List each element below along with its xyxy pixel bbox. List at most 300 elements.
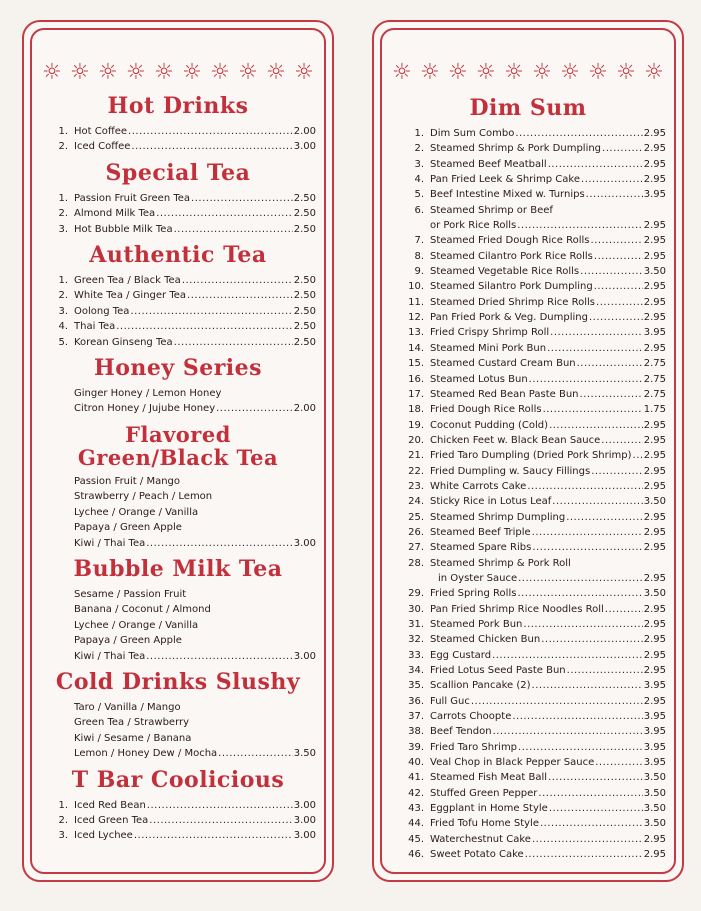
item-name: Citron Honey / Jujube Honey (74, 403, 216, 415)
menu-item (40, 288, 316, 303)
item-price: 3.50 (643, 803, 666, 815)
item-number: 6. (414, 204, 424, 216)
item-name: Pan Fried Pork & Veg. Dumpling (430, 312, 588, 324)
menu-item (390, 341, 666, 356)
item-price: 3.95 (643, 757, 666, 769)
dot-leader (595, 755, 643, 770)
item-number: 23. (408, 480, 424, 492)
item-price: 3.50 (643, 818, 666, 830)
item-price: 2.95 (643, 312, 666, 324)
item-name: Kiwi / Thai Tea (74, 650, 146, 662)
menu-item (390, 786, 666, 801)
item-name: Pan Fried Shrimp Rice Noodles Roll (430, 603, 604, 615)
item-price: 2.95 (643, 158, 666, 170)
dot-leader (128, 124, 293, 139)
item-name: Steamed Shrimp & Pork Roll (430, 557, 571, 569)
menu-item (390, 187, 666, 202)
section-title: Honey Series (93, 355, 263, 382)
item-name: Fried Crispy Shrimp Roll (430, 327, 550, 339)
item-price: 3.00 (293, 799, 316, 811)
item-number: 43. (408, 803, 424, 815)
item-name: Hot Bubble Milk Tea (74, 223, 173, 235)
item-price: 3.50 (643, 266, 666, 278)
item-name: Fried Lotus Seed Paste Bun (430, 665, 566, 677)
dot-leader (131, 139, 292, 154)
item-price: 3.95 (643, 189, 666, 201)
item-name: Steamed Fish Meat Ball (430, 772, 548, 784)
item-name: Steamed Shrimp or Beef (430, 204, 553, 216)
item-name: Steamed Beef Meatball (430, 158, 547, 170)
item-number: 34. (408, 665, 424, 677)
item-price: 2.95 (643, 511, 666, 523)
item-price: 1.75 (643, 404, 666, 416)
menu-item-continued (390, 218, 666, 233)
flavor-line (40, 649, 316, 664)
item-price: 2.95 (643, 450, 666, 462)
section-title: Bubble Milk Tea (73, 555, 283, 582)
item-number: 4. (58, 321, 68, 333)
flavor-line: Green Tea / Strawberry (74, 717, 190, 729)
item-number: 18. (408, 404, 424, 416)
dot-leader (633, 448, 643, 463)
flavor-line: Strawberry / Peach / Lemon (74, 491, 213, 503)
item-number: 3. (58, 223, 68, 235)
item-price: 2.95 (643, 128, 666, 139)
menu-item (390, 295, 666, 310)
section-title: Flavored (125, 421, 231, 447)
item-price: 3.50 (643, 496, 666, 508)
item-price: 2.95 (643, 220, 666, 232)
dot-leader (156, 206, 293, 221)
dot-leader (594, 279, 643, 294)
item-number: 3. (58, 830, 68, 842)
dot-leader (529, 372, 643, 387)
dot-leader (541, 632, 643, 647)
menu-item (390, 801, 666, 816)
dot-leader (517, 218, 643, 233)
item-name: Steamed Mini Pork Bun (430, 342, 547, 354)
flavor-line: Banana / Coconut / Almond (74, 604, 211, 616)
item-name: Fried Dumpling w. Saucy Fillings (430, 465, 591, 477)
item-name: Steamed Pork Bun (430, 619, 523, 630)
item-name: Steamed Vegetable Rice Rolls (430, 266, 580, 278)
item-number: 2. (58, 208, 68, 220)
menu-item (390, 126, 666, 141)
item-number: 38. (408, 726, 424, 738)
item-price: 2.95 (643, 465, 666, 477)
item-number: 1. (58, 192, 68, 204)
section-title: T Bar Coolicious (71, 766, 285, 793)
menu-item (390, 556, 666, 571)
item-price: 2.50 (293, 290, 316, 302)
item-name: Oolong Tea (74, 305, 130, 317)
menu-item (390, 510, 666, 525)
menu-item (40, 139, 316, 154)
item-price: 3.50 (643, 772, 666, 784)
menu-item (390, 755, 666, 770)
item-price: 2.50 (293, 305, 316, 317)
item-price: 3.00 (293, 650, 316, 662)
menu-item (40, 273, 316, 288)
dot-leader (589, 310, 643, 325)
item-number: 40. (408, 757, 424, 769)
item-name: White Carrots Cake (430, 480, 527, 492)
menu-item (390, 694, 666, 709)
item-number: 10. (408, 281, 424, 293)
dot-leader (540, 816, 643, 831)
dot-leader (146, 536, 292, 551)
item-number: 35. (408, 680, 424, 692)
menu-item (40, 813, 316, 828)
item-price: 2.95 (643, 296, 666, 308)
item-name: Fried Tofu Home Style (430, 818, 539, 830)
dot-leader (130, 304, 292, 319)
dot-leader (543, 402, 643, 417)
flavor-line: Passion Fruit / Mango (74, 475, 181, 487)
item-price: 2.95 (643, 342, 666, 354)
item-price: 3.95 (643, 741, 666, 753)
menu-item (390, 172, 666, 187)
item-price: 3.95 (643, 327, 666, 339)
dot-leader (218, 746, 293, 761)
flavor-line: Kiwi / Sesame / Banana (74, 732, 192, 744)
menu-item (390, 310, 666, 325)
item-price: 2.95 (643, 419, 666, 431)
item-name: Steamed Dried Shrimp Rice Rolls (430, 296, 596, 308)
menu-item (40, 206, 316, 221)
item-number: 1. (58, 126, 68, 137)
dot-leader (532, 832, 643, 847)
item-number: 19. (408, 419, 424, 431)
dot-leader (594, 249, 643, 264)
flavor-line: Taro / Vanilla / Mango (74, 701, 181, 713)
section-title: Green/Black Tea (77, 444, 279, 470)
menu-item (390, 648, 666, 663)
item-number: 2. (58, 290, 68, 302)
item-price: 3.95 (643, 711, 666, 723)
menu-item (390, 540, 666, 555)
item-number: 2. (58, 141, 68, 153)
menu-item (40, 828, 316, 843)
item-name: Kiwi / Thai Tea (74, 537, 146, 549)
item-name: Fried Spring Rolls (430, 588, 517, 600)
item-number: 25. (408, 511, 424, 523)
item-name: Steamed Cilantro Pork Rice Rolls (430, 250, 593, 262)
item-number: 1. (58, 275, 68, 287)
item-price: 2.95 (643, 235, 666, 247)
item-number: 2. (58, 814, 68, 826)
item-name: Passion Fruit Green Tea (74, 192, 191, 204)
dot-leader (174, 335, 293, 350)
item-name: Scallion Pancake (2) (430, 680, 531, 692)
item-name: Pan Fried Leek & Shrimp Cake (430, 174, 581, 186)
item-number: 7. (414, 235, 424, 247)
item-number: 21. (408, 450, 424, 462)
item-price: 2.95 (643, 143, 666, 155)
item-number: 20. (408, 434, 424, 446)
dot-leader (550, 325, 643, 340)
item-name: Steamed Shrimp & Pork Dumpling (430, 143, 602, 155)
item-number: 11. (408, 296, 424, 308)
item-price: 3.00 (293, 141, 316, 153)
menu-item (390, 847, 666, 862)
dot-leader (596, 295, 643, 310)
item-name: Steamed Lotus Bun (430, 373, 528, 385)
item-price: 2.95 (643, 649, 666, 661)
dot-leader (149, 813, 292, 828)
item-name: Fried Taro Dumpling (Dried Pork Shrimp) (430, 450, 632, 462)
menu-item (40, 319, 316, 334)
menu-item (390, 418, 666, 433)
item-number: 30. (408, 603, 424, 615)
menu-item (390, 832, 666, 847)
menu-item (390, 141, 666, 156)
item-number: 33. (408, 649, 424, 661)
dot-leader (216, 401, 293, 416)
item-price: 2.95 (643, 281, 666, 293)
menu-item (40, 191, 316, 206)
menu-item (390, 203, 666, 218)
drinks-list (40, 88, 316, 844)
item-name: White Tea / Ginger Tea (74, 290, 187, 302)
item-price: 2.00 (293, 403, 316, 415)
item-number: 1. (58, 799, 68, 811)
menu-item (390, 372, 666, 387)
section-title: Authentic Tea (89, 242, 267, 269)
menu-item (390, 448, 666, 463)
menu-item (390, 433, 666, 448)
item-name: Dim Sum Combo (430, 128, 515, 139)
item-name: Sticky Rice in Lotus Leaf (430, 496, 552, 508)
item-price: 2.95 (643, 526, 666, 538)
item-price: 2.95 (643, 572, 666, 584)
dot-leader (567, 663, 643, 678)
menu-item (40, 335, 316, 350)
menu-item (390, 249, 666, 264)
menu-item (390, 709, 666, 724)
item-price: 2.95 (643, 603, 666, 615)
item-number: 27. (408, 542, 424, 554)
dot-leader (182, 273, 293, 288)
item-price: 3.00 (293, 830, 316, 842)
menu-item-continued (390, 571, 666, 586)
dot-leader (548, 770, 643, 785)
item-price: 2.50 (293, 336, 316, 348)
flavor-line (40, 401, 316, 416)
menu-item (390, 479, 666, 494)
dot-leader (134, 828, 293, 843)
dot-leader (116, 319, 293, 334)
item-price: 3.50 (643, 588, 666, 600)
menu-item (390, 586, 666, 601)
flavor-line: Papaya / Green Apple (74, 522, 182, 534)
dot-leader (515, 126, 642, 141)
dot-leader (552, 494, 642, 509)
menu-item (390, 464, 666, 479)
menu-item (390, 632, 666, 647)
item-number: 1. (414, 128, 424, 139)
menu-item (390, 816, 666, 831)
item-name: Waterchestnut Cake (430, 833, 531, 845)
menu-item (40, 304, 316, 319)
menu-item (390, 525, 666, 540)
item-name: Fried Taro Shrimp (430, 741, 518, 753)
section-title: Dim Sum (469, 95, 587, 121)
dot-leader (523, 617, 642, 632)
dot-leader (577, 356, 643, 371)
dot-leader (591, 464, 643, 479)
item-name: Steamed Fried Dough Rice Rolls (430, 235, 590, 247)
item-price: 2.50 (293, 223, 316, 235)
item-price: 3.50 (293, 748, 316, 760)
menu-item (390, 387, 666, 402)
item-name: Beef Intestine Mixed w. Turnips (430, 189, 585, 201)
item-name: Iced Lychee (74, 830, 133, 842)
item-number: 22. (408, 465, 424, 477)
item-price: 2.95 (643, 542, 666, 554)
flavor-line: Ginger Honey / Lemon Honey (74, 388, 222, 400)
dot-leader (586, 187, 643, 202)
menu-item (390, 402, 666, 417)
dot-leader (547, 341, 643, 356)
ornament-border: ☼ ☼ ☼ ☼ ☼ ☼ ☼ ☼ ☼ ☼ (392, 60, 664, 85)
menu-item (390, 740, 666, 755)
dot-leader (602, 141, 643, 156)
item-name: Sweet Potato Cake (430, 849, 524, 861)
item-name: Steamed Chicken Bun (430, 634, 541, 646)
item-number: 44. (408, 818, 424, 830)
item-name: Steamed Beef Triple (430, 526, 531, 538)
dot-leader (518, 740, 643, 755)
item-name: Iced Red Bean (74, 799, 146, 811)
dot-leader (581, 172, 643, 187)
item-name: Steamed Shrimp Dumpling (430, 511, 566, 523)
menu-item (390, 724, 666, 739)
item-number: 4. (414, 174, 424, 186)
dot-leader (532, 678, 643, 693)
item-number: 2. (414, 143, 424, 155)
menu-item (390, 279, 666, 294)
dot-leader (532, 540, 642, 555)
item-name: Iced Coffee (74, 141, 131, 153)
flavor-line (40, 746, 316, 761)
menu-item (40, 798, 316, 813)
item-number: 3. (58, 305, 68, 317)
item-price: 2.95 (643, 695, 666, 707)
item-number: 46. (408, 849, 424, 861)
item-number: 37. (408, 711, 424, 723)
item-name: Eggplant in Home Style (430, 803, 548, 815)
item-name: Carrots Choopte (430, 711, 512, 723)
item-number: 28. (408, 557, 424, 569)
item-name: Fried Dough Rice Rolls (430, 404, 542, 416)
flavor-line (40, 536, 316, 551)
dot-leader (517, 586, 642, 601)
item-name: Almond Milk Tea (74, 208, 156, 220)
item-name: in Oyster Sauce (438, 572, 518, 584)
item-price: 2.95 (643, 434, 666, 446)
dot-leader (527, 479, 642, 494)
item-number: 31. (408, 619, 424, 630)
item-name: Lemon / Honey Dew / Mocha (74, 748, 218, 760)
item-price: 2.95 (643, 634, 666, 646)
dot-leader (538, 786, 642, 801)
item-price: 2.95 (643, 619, 666, 630)
menu-item (390, 356, 666, 371)
item-price: 2.50 (293, 321, 316, 333)
item-price: 2.75 (643, 388, 666, 400)
dot-leader (493, 724, 643, 739)
menu-panel-dim-sum (372, 20, 684, 882)
item-name: Hot Coffee (74, 126, 128, 137)
dot-leader (512, 709, 642, 724)
item-name: Steamed Red Bean Paste Bun (430, 388, 579, 400)
menu-panel-drinks (22, 20, 334, 882)
ornament-border: ☼ ☼ ☼ ☼ ☼ ☼ ☼ ☼ ☼ ☼ (42, 60, 314, 85)
item-number: 3. (414, 158, 424, 170)
dot-leader (525, 847, 643, 862)
menu-item (390, 264, 666, 279)
dot-leader (187, 288, 293, 303)
section-title: Cold Drinks Slushy (55, 668, 301, 695)
menu-item (390, 663, 666, 678)
dot-leader (549, 418, 643, 433)
item-number: 5. (58, 336, 68, 348)
dot-leader (580, 264, 643, 279)
item-name: Egg Custard (430, 649, 492, 661)
item-name: Thai Tea (74, 321, 116, 333)
menu-item (390, 617, 666, 632)
item-price: 3.00 (293, 537, 316, 549)
dot-leader (580, 387, 643, 402)
item-name: Steamed Custard Cream Bun (430, 358, 576, 370)
item-number: 15. (408, 358, 424, 370)
item-name: Full Guc (430, 695, 470, 707)
item-number: 24. (408, 496, 424, 508)
item-price: 2.50 (293, 208, 316, 220)
menu-item (40, 222, 316, 237)
menu-item (390, 602, 666, 617)
item-number: 12. (408, 312, 424, 324)
item-name: Steamed Spare Ribs (430, 542, 532, 554)
item-number: 32. (408, 634, 424, 646)
flavor-line: Papaya / Green Apple (74, 635, 182, 647)
item-price: 2.95 (643, 480, 666, 492)
dot-leader (566, 510, 643, 525)
item-name: Chicken Feet w. Black Bean Sauce (430, 434, 601, 446)
flavor-line: Lychee / Orange / Vanilla (74, 506, 199, 518)
dot-leader (518, 571, 643, 586)
menu-item (390, 325, 666, 340)
flavor-line: Lychee / Orange / Vanilla (74, 619, 199, 631)
item-name: or Pork Rice Rolls (430, 220, 517, 232)
item-price: 3.95 (643, 726, 666, 738)
menu-item (390, 494, 666, 509)
dot-leader (601, 433, 642, 448)
item-name: Green Tea / Black Tea (74, 275, 181, 287)
item-number: 41. (408, 772, 424, 784)
item-price: 2.95 (643, 250, 666, 262)
dot-leader (532, 525, 643, 540)
item-name: Korean Ginseng Tea (74, 336, 173, 348)
dot-leader (591, 233, 643, 248)
item-number: 5. (414, 189, 424, 201)
dot-leader (471, 694, 643, 709)
item-name: Coconut Pudding (Cold) (430, 419, 549, 431)
menu-item (390, 157, 666, 172)
item-price: 2.50 (293, 275, 316, 287)
item-number: 26. (408, 526, 424, 538)
